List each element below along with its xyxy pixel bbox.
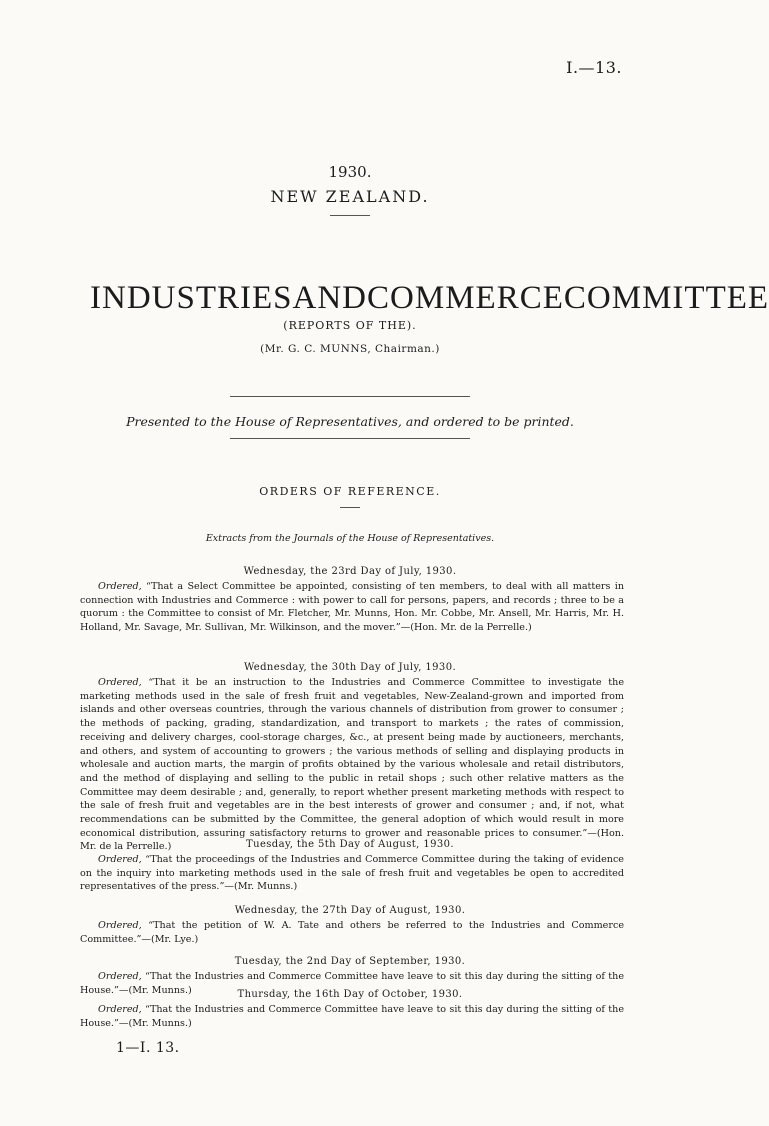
ordered-label: Ordered, [98,677,142,688]
entry-date: Wednesday, the 30th Day of July, 1930. [243,662,457,673]
entry-date: Wednesday, the 27th Day of August, 1930. [234,905,466,916]
divider-upper [230,396,470,397]
entry-body: “That the proceedings of the Industries and Commerce Committee during the taking of evidence on the inquiry into marketing methods used in the sale of fresh fruit and vegetables be open to accredited representatives of the press.”—(Mr. Munns.) [80,854,624,893]
divider-short [330,215,370,216]
title-word: AND [292,280,368,316]
entry-date: Tuesday, the 5th Day of August, 1930. [246,839,454,850]
entry-body: “That it be an instruction to the Industries and Commerce Committee to investigate the marketing methods used in the sale of fresh fruit and vegetables, New-Zealand-grown and imported from islands and other overseas countries, through the various channels of distribution from grower to consumer ; the methods of packing, grading, standardization, and transport to markets ; the rates of commission, receiving and delivery charges, cool-storage charges, &c., at present being made by auctioneers, merchants, and others, and system of accounting to growers ; the various methods of selling and displaying products in wholesale and auction marts, the margin of profits obtained by the various wholesale and retail distributors, and the method of displaying and selling to the public in retail shops ; such other relative matters as the Committee may deem desirable ; and, generally, to report whether present marketing methods with respect to the sale of fresh fruit and vegetables are in the best interests of grower and consumer ; and, if not, what recommendations can be submitted by the Committee, the general adoption of which would result in more economical distribution, assuring satisfactory returns to grower and reasonable prices to consumer.”—(Hon. Mr. de la Perrelle.) [80,677,624,853]
entry-body: “That the Industries and Commerce Committee have leave to sit this day during the sitting of the House.”—(Mr. Munns.) [80,1004,624,1029]
entry-date: Wednesday, the 23rd Day of July, 1930. [243,566,457,577]
ordered-label: Ordered, [98,971,142,982]
ordered-label: Ordered, [98,920,142,931]
entry-date: Tuesday, the 2nd Day of September, 1930. [234,956,466,967]
title-word: INDUSTRIES [90,280,293,316]
entry-text [80,580,624,635]
main-title [90,280,769,317]
entry-text [80,853,624,894]
presented-line: Presented to the House of Representatives, and ordered to be printed. [126,414,574,429]
entry-text [80,676,624,854]
page-code: I.—13. [566,58,622,77]
extracts-line: Extracts from the Journals of the House of Representatives. [205,533,495,544]
entry-text [80,919,624,946]
footer-code: 1—I. 13. [116,1040,180,1056]
entry-body: “That the Industries and Commerce Committee have leave to sit this day during the sitting of the House.”—(Mr. Munns.) [80,971,624,996]
entry-date: Thursday, the 16th Day of October, 1930. [237,989,463,1000]
chairman: (Mr. G. C. MUNNS, Chairman.) [260,343,440,355]
ordered-label: Ordered, [98,1004,142,1015]
divider-lower [230,438,470,439]
subtitle: (REPORTS OF THE). [283,319,417,332]
divider-orders [340,507,360,508]
title-word: COMMITTEE [563,280,769,316]
title-word: COMMERCE [367,280,564,316]
orders-heading: ORDERS OF REFERENCE. [259,485,441,498]
entry-text [80,1003,624,1030]
entry-body: “That a Select Committee be appointed, consisting of ten members, to deal with all matters in connection with Industries and Commerce : with power to call for persons, papers, and records ; three to be a quorum : the Committee to consist of Mr. Fletcher, Mr. Munns, Hon. Mr. Cobbe, Mr. Ansell, Mr. Harris, Mr. H. Holland, Mr. Savage, Mr. Sullivan, Mr. Wilkinson, and the mover.”—(Hon. Mr. de la Perrelle.) [80,581,624,634]
ordered-label: Ordered, [98,581,142,592]
ordered-label: Ordered, [98,854,142,865]
year: 1930. [328,163,372,181]
country: NEW ZEALAND. [270,187,430,206]
entry-body: “That the petition of W. A. Tate and others be referred to the Industries and Commerce Committee.”—(Mr. Lye.) [80,920,624,945]
